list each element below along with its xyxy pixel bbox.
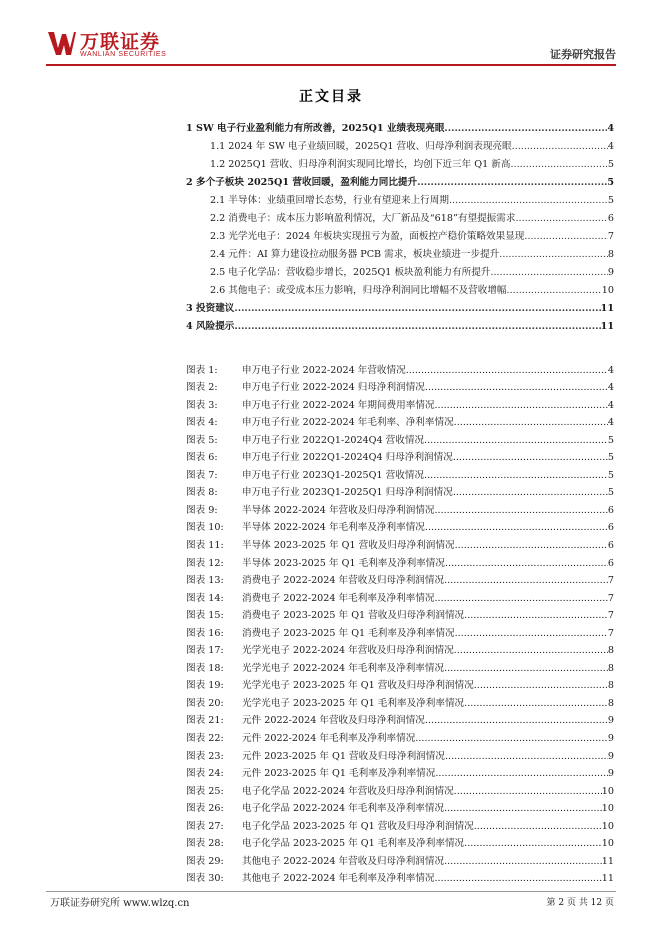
toc-entry-page: 6 [607, 213, 614, 224]
figure-title: 光学光电子 2023-2025 年 Q1 营收及归母净利润情况 [242, 680, 474, 692]
figure-page: 6 [607, 557, 614, 569]
figure-label: 图表 5: [186, 434, 218, 446]
figure-page: 9 [607, 715, 614, 727]
figure-entry[interactable] [186, 624, 614, 642]
figure-title: 光学光电子 2022-2024 年毛利率及净利率情况 [242, 662, 445, 674]
figure-page: 7 [607, 627, 614, 639]
figure-leader-dots [424, 432, 608, 449]
toc-entry-text: 2.2 消费电子：成本压力影响盈利情况，大厂新品及“618”有望提振需求 [210, 213, 516, 224]
figure-page: 4 [607, 364, 614, 376]
toc-entry-page: 11 [600, 321, 614, 332]
figure-title: 光学光电子 2023-2025 年 Q1 毛利率及净利率情况 [242, 697, 465, 709]
toc-entry[interactable] [186, 156, 614, 174]
figure-page: 4 [607, 399, 614, 411]
figure-leader-dots [425, 379, 608, 396]
figure-leader-dots [474, 677, 608, 694]
figure-label: 图表 19: [186, 680, 224, 692]
figure-entry[interactable] [186, 852, 614, 870]
figure-entry[interactable] [186, 782, 614, 800]
toc-title: 正文目录 [299, 89, 363, 105]
figure-page: 4 [607, 417, 614, 429]
toc-leader-dots [234, 300, 600, 318]
toc-entry-text: 2.1 半导体：业绩重回增长态势，行业有望迎来上行周期 [210, 195, 449, 206]
figure-entry[interactable] [186, 712, 614, 730]
figure-label: 图表 3: [186, 399, 218, 411]
figure-page: 6 [607, 540, 614, 552]
figure-page: 5 [607, 469, 614, 481]
toc-entry-page: 9 [607, 267, 614, 278]
figure-label: 图表 1: [186, 364, 218, 376]
figure-label: 图表 23: [186, 750, 224, 762]
figure-entry[interactable] [186, 431, 614, 449]
figure-page: 5 [607, 434, 614, 446]
figure-title: 半导体 2022-2024 年毛利率及净利率情况 [242, 522, 425, 534]
figure-leader-dots [453, 449, 608, 466]
toc-leader-dots [449, 192, 608, 210]
figure-page: 5 [607, 487, 614, 499]
report-type-label: 证券研究报告 [550, 48, 616, 61]
figure-leader-dots [425, 712, 608, 729]
figure-entry[interactable] [186, 870, 614, 888]
figure-title: 申万电子行业 2022-2024 年期间费用率情况 [242, 399, 435, 411]
figure-label: 图表 15: [186, 610, 224, 622]
figure-label: 图表 29: [186, 855, 224, 867]
toc-entry-page: 5 [607, 195, 614, 206]
figure-entry[interactable] [186, 536, 614, 554]
figure-title: 申万电子行业 2023Q1-2025Q1 营收情况 [242, 469, 425, 481]
figure-label: 图表 10: [186, 522, 224, 534]
figure-leader-dots [445, 555, 608, 572]
figure-page: 8 [607, 662, 614, 674]
figure-page: 7 [607, 592, 614, 604]
toc-entry-page: 4 [607, 123, 614, 134]
figure-label: 图表 17: [186, 645, 224, 657]
figure-page: 11 [601, 873, 614, 885]
figure-leader-dots [434, 870, 601, 887]
toc-entry-page: 7 [607, 231, 614, 242]
figure-title: 元件 2023-2025 年 Q1 毛利率及净利率情况 [242, 768, 436, 780]
figure-entry[interactable] [186, 765, 614, 783]
figure-entry[interactable] [186, 589, 614, 607]
figure-leader-dots [415, 730, 608, 747]
figure-page: 10 [601, 838, 614, 850]
figure-label: 图表 4: [186, 417, 218, 429]
toc-leader-dots [524, 228, 607, 246]
figure-leader-dots [425, 519, 608, 536]
figure-leader-dots [464, 835, 602, 852]
figure-entry[interactable] [186, 642, 614, 660]
figure-title: 其他电子 2022-2024 年营收及归母净利润情况 [242, 855, 445, 867]
toc-entry-page: 4 [607, 141, 614, 152]
figure-entry[interactable] [186, 677, 614, 695]
figure-title: 消费电子 2022-2024 年毛利率及净利率情况 [242, 592, 435, 604]
figure-title: 元件 2022-2024 年毛利率及净利率情况 [242, 733, 416, 745]
figure-title: 申万电子行业 2022Q1-2024Q4 归母净利润情况 [242, 452, 453, 464]
figure-page: 10 [601, 820, 614, 832]
figure-leader-dots [455, 625, 608, 642]
figure-entry[interactable] [186, 607, 614, 625]
figure-title: 消费电子 2023-2025 年 Q1 毛利率及净利率情况 [242, 627, 455, 639]
figure-page: 8 [607, 697, 614, 709]
figure-label: 图表 6: [186, 452, 218, 464]
figure-title: 申万电子行业 2022-2024 归母净利润情况 [242, 382, 425, 394]
toc-entry-text: 2.6 其他电子：或受成本压力影响，归母净利润同比增幅不及营收增幅 [210, 285, 507, 296]
wanlian-logo-icon [47, 28, 77, 58]
toc-entry-page: 5 [607, 159, 614, 170]
figure-leader-dots [454, 642, 608, 659]
toc-entry[interactable] [186, 138, 614, 156]
figure-page: 8 [607, 645, 614, 657]
toc-entry-text: 3 投资建议 [186, 303, 235, 314]
figure-entry[interactable] [186, 396, 614, 414]
figure-label: 图表 18: [186, 662, 224, 674]
figure-page: 9 [607, 750, 614, 762]
toc-entry[interactable] [186, 282, 614, 300]
figure-title: 电子化学品 2023-2025 年 Q1 毛利率及净利率情况 [242, 838, 465, 850]
figure-page: 5 [607, 452, 614, 464]
page-number: 第 2 页 共 12 页 [546, 898, 614, 908]
toc-entry-text: 4 风险提示 [186, 321, 235, 332]
figure-leader-dots [444, 853, 602, 870]
toc-entry[interactable] [186, 192, 614, 210]
figure-label: 图表 2: [186, 382, 218, 394]
figure-entry[interactable] [186, 659, 614, 677]
figure-page: 4 [607, 382, 614, 394]
toc-leader-dots [507, 282, 602, 300]
figure-label: 图表 21: [186, 715, 224, 727]
figure-entry[interactable] [186, 554, 614, 572]
figure-entry[interactable] [186, 484, 614, 502]
figure-leader-dots [453, 484, 608, 501]
figure-label: 图表 12: [186, 557, 224, 569]
figure-entry[interactable] [186, 835, 614, 853]
figure-entry[interactable] [186, 729, 614, 747]
toc-entry[interactable] [186, 300, 614, 318]
toc-leader-dots [515, 210, 607, 228]
toc-leader-dots [417, 174, 607, 192]
figure-page: 8 [607, 680, 614, 692]
figure-label: 图表 27: [186, 820, 224, 832]
figure-entry[interactable] [186, 414, 614, 432]
figure-entry[interactable] [186, 817, 614, 835]
figure-leader-dots [434, 590, 607, 607]
page-header [0, 0, 662, 66]
toc-entry-text: 1.2 2025Q1 营收、归母净利润实现同比增长，均创下近三年 Q1 新高 [210, 159, 511, 170]
toc-entry-text: 2.5 电子化学品：营收稳步增长，2025Q1 板块盈利能力有所提升 [210, 267, 491, 278]
figure-page: 10 [601, 803, 614, 815]
figure-title: 半导体 2023-2025 年 Q1 营收及归母净利润情况 [242, 540, 455, 552]
figure-entry[interactable] [186, 449, 614, 467]
figure-leader-dots [445, 748, 608, 765]
figure-entry[interactable] [186, 519, 614, 537]
figure-title: 电子化学品 2022-2024 年营收及归母净利润情况 [242, 785, 454, 797]
figure-title: 申万电子行业 2023Q1-2025Q1 归母净利润情况 [242, 487, 453, 499]
figure-leader-dots [464, 607, 608, 624]
toc-entry-text: 2.3 光学光电子：2024 年板块实现扭亏为盈，面板控产稳价策略效果显现 [210, 231, 525, 242]
toc-entry[interactable] [186, 246, 614, 264]
figure-page: 10 [601, 785, 614, 797]
figure-label: 图表 22: [186, 733, 224, 745]
logo-chinese-name: 万联证券 [80, 31, 161, 53]
toc-entry[interactable] [186, 318, 614, 336]
figure-title: 申万电子行业 2022Q1-2024Q4 营收情况 [242, 434, 425, 446]
footer-institute: 万联证券研究所 www.wlzq.cn [50, 898, 190, 909]
toc-entry-text: 2.4 元件：AI 算力建设拉动服务器 PCB 需求，板块业绩进一步提升 [210, 249, 500, 260]
figure-title: 元件 2022-2024 年营收及归母净利润情况 [242, 715, 425, 727]
figure-label: 图表 24: [186, 768, 224, 780]
figure-leader-dots [424, 467, 608, 484]
figure-label: 图表 14: [186, 592, 224, 604]
figure-entry[interactable] [186, 800, 614, 818]
toc-entry[interactable] [186, 264, 614, 282]
figure-label: 图表 30: [186, 873, 224, 885]
figure-page: 6 [607, 504, 614, 516]
figure-label: 图表 13: [186, 575, 224, 587]
figure-leader-dots [444, 660, 608, 677]
toc-leader-dots [444, 120, 607, 138]
logo-english-name: WANLIAN SECURITIES [80, 51, 167, 58]
toc-entry-page: 10 [601, 285, 614, 296]
toc-leader-dots [512, 138, 608, 156]
figure-title: 电子化学品 2022-2024 年毛利率及净利率情况 [242, 803, 445, 815]
toc-leader-dots [499, 246, 608, 264]
toc-entry-text: 1 SW 电子行业盈利能力有所改善，2025Q1 业绩表现亮眼 [186, 123, 445, 134]
figure-leader-dots [454, 414, 608, 431]
figure-page: 7 [607, 575, 614, 587]
figure-list [186, 361, 614, 887]
figure-page: 9 [607, 768, 614, 780]
figure-leader-dots [454, 783, 602, 800]
toc-entry[interactable] [186, 228, 614, 246]
figure-leader-dots [464, 695, 608, 712]
toc-entry-page: 11 [600, 303, 614, 314]
figure-entry[interactable] [186, 361, 614, 379]
figure-title: 半导体 2022-2024 年营收及归母净利润情况 [242, 504, 435, 516]
figure-label: 图表 16: [186, 627, 224, 639]
toc-leader-dots [234, 318, 600, 336]
figure-page: 6 [607, 522, 614, 534]
figure-label: 图表 26: [186, 803, 224, 815]
figure-page: 7 [607, 610, 614, 622]
toc-entry[interactable] [186, 120, 614, 138]
figure-leader-dots [474, 818, 602, 835]
table-of-contents [186, 120, 614, 336]
figure-label: 图表 20: [186, 697, 224, 709]
figure-label: 图表 8: [186, 487, 218, 499]
toc-leader-dots [510, 156, 607, 174]
figure-leader-dots [444, 572, 608, 589]
toc-entry[interactable] [186, 210, 614, 228]
figure-title: 光学光电子 2022-2024 年营收及归母净利润情况 [242, 645, 454, 657]
figure-entry[interactable] [186, 501, 614, 519]
toc-entry-text: 1.1 2024 年 SW 电子业绩回暖，2025Q1 营收、归母净利润表现亮眼 [210, 141, 512, 152]
figure-leader-dots [455, 537, 608, 554]
toc-entry[interactable] [186, 174, 614, 192]
figure-title: 申万电子行业 2022-2024 年毛利率、净利率情况 [242, 417, 454, 429]
figure-entry[interactable] [186, 747, 614, 765]
figure-entry[interactable] [186, 379, 614, 397]
figure-label: 图表 11: [186, 540, 224, 552]
figure-leader-dots [434, 502, 607, 519]
toc-entry-page: 5 [607, 177, 614, 188]
figure-entry[interactable] [186, 572, 614, 590]
figure-page: 11 [601, 855, 614, 867]
footer-divider [46, 891, 616, 892]
figure-label: 图表 28: [186, 838, 224, 850]
figure-title: 申万电子行业 2022-2024 年营收情况 [242, 364, 406, 376]
figure-title: 消费电子 2023-2025 年 Q1 营收及归母净利润情况 [242, 610, 465, 622]
figure-label: 图表 9: [186, 504, 218, 516]
figure-label: 图表 7: [186, 469, 218, 481]
toc-entry-page: 8 [607, 249, 614, 260]
figure-leader-dots [406, 362, 608, 379]
figure-leader-dots [434, 397, 607, 414]
figure-page: 9 [607, 733, 614, 745]
figure-label: 图表 25: [186, 785, 224, 797]
toc-leader-dots [490, 264, 607, 282]
figure-title: 元件 2023-2025 年 Q1 营收及归母净利润情况 [242, 750, 445, 762]
header-divider [46, 64, 616, 66]
figure-leader-dots [435, 765, 608, 782]
figure-leader-dots [444, 800, 602, 817]
figure-title: 其他电子 2022-2024 年毛利率及净利率情况 [242, 873, 435, 885]
figure-title: 电子化学品 2023-2025 年 Q1 营收及归母净利润情况 [242, 820, 474, 832]
toc-entry-text: 2 多个子板块 2025Q1 营收回暖，盈利能力同比提升 [186, 177, 418, 188]
figure-entry[interactable] [186, 694, 614, 712]
figure-entry[interactable] [186, 466, 614, 484]
figure-title: 消费电子 2022-2024 年营收及归母净利润情况 [242, 575, 445, 587]
figure-title: 半导体 2023-2025 年 Q1 毛利率及净利率情况 [242, 557, 445, 569]
